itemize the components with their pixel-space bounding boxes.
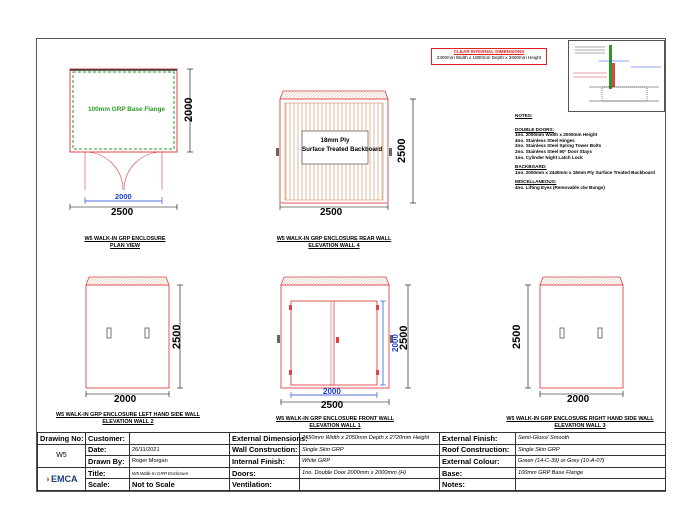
roof-value: Single Skin GRP [516, 444, 666, 456]
base-label: Base: [440, 467, 516, 479]
base-flange-detail [568, 40, 665, 112]
title-value: W5 Walk-In GRP Enclosure [130, 467, 230, 479]
drawn-by-label: Drawn By: [86, 456, 130, 468]
plan-width-dim: 2500 [111, 207, 134, 218]
plan-view [70, 69, 193, 210]
logo-mark-icon: ◗ [45, 473, 51, 484]
left-wall-elevation [86, 277, 183, 397]
left-caption [46, 412, 210, 425]
rear-width-dim: 2500 [320, 207, 343, 218]
clear-dims-title: CLEAR INTERNAL DIMENSIONS [453, 49, 525, 54]
right-caption [496, 416, 664, 429]
base-value: 100mm GRP Base Flange [516, 467, 666, 479]
rear-backboard-line1: 18mm Ply [320, 137, 350, 144]
double-doors-item: 2no. Stainless Steel Spring Tower Bolts [515, 143, 602, 149]
double-doors-heading: DOUBLE DOORS: [515, 126, 555, 132]
scale-value: Not to Scale [130, 479, 230, 491]
misc-heading: MISCELLANEOUS: [515, 179, 557, 185]
left-width-dim: 2000 [114, 394, 137, 405]
rear-caption-line2: ELEVATION WALL 4 [308, 242, 360, 249]
double-doors-item: 4no. Stainless Steel Hinges [515, 137, 575, 143]
clear-internal-dimensions [431, 48, 547, 65]
doors-label: Doors: [230, 467, 300, 479]
ext-finish-value: Semi-Gloss/ Smooth [516, 433, 666, 445]
plan-flange-label: 100mm GRP Base Flange [88, 106, 165, 113]
left-caption-line2: ELEVATION WALL 2 [102, 418, 154, 425]
vent-value [300, 479, 440, 491]
wall-value: Single Skin GRP [300, 444, 440, 456]
ext-dims-label: External Dimensions: [230, 433, 300, 445]
base-flange-detail-drawing [569, 41, 664, 111]
notes-heading: NOTES: [515, 113, 533, 118]
plan-depth-dim: 2000 [183, 97, 195, 122]
doors-value: 1no. Double Door 2000mm x 2000mm (H) [300, 467, 440, 479]
ext-colour-label: External Colour: [440, 456, 516, 468]
backboard-heading: BACKBOARD: [515, 164, 547, 170]
front-width-dim: 2500 [321, 400, 344, 411]
plan-door-width-dim: 2000 [115, 192, 132, 201]
front-caption [268, 416, 402, 429]
rear-backboard-label [302, 136, 383, 154]
vent-label: Ventilation: [230, 479, 300, 491]
rear-caption-line1: W5 WALK-IN GRP ENCLOSURE REAR WALL [276, 236, 392, 242]
customer-value [130, 433, 230, 445]
front-caption-line1: W5 WALK-IN GRP ENCLOSURE FRONT WALL [276, 416, 394, 422]
left-height-dim: 2500 [171, 324, 183, 349]
drawn-by-value: Roger Morgan [130, 456, 230, 468]
notes-value [516, 479, 666, 491]
right-height-dim: 2500 [511, 324, 523, 349]
title-label: Title: [86, 467, 130, 479]
ext-dims-value: 2550mm Width x 2050mm Depth x 2720mm Height [300, 433, 440, 445]
backboard-item: 1no. 2000mm x 2440mm x 18mm Ply Surface Treated Backboard [515, 169, 655, 175]
notes-panel [515, 113, 655, 191]
logo-text: EMCA [50, 473, 78, 484]
double-doors-item: 1no. 2000mm Width x 2000mm Height [515, 132, 598, 138]
drawing-no-value: W5 [38, 444, 86, 467]
clear-dims-text: 2300mm Width x 1800mm Depth x 2600mm Height [436, 55, 542, 60]
right-wall-elevation [525, 277, 623, 397]
rear-caption [268, 236, 400, 249]
left-caption-line1: W5 WALK-IN GRP ENCLOSURE LEFT HAND SIDE WALL [56, 412, 200, 418]
roof-label: Roof Construction: [440, 444, 516, 456]
right-width-dim: 2000 [567, 394, 590, 405]
date-label: Date: [86, 444, 130, 456]
customer-label: Customer: [86, 433, 130, 445]
notes-label: Notes: [440, 479, 516, 491]
int-finish-value: White GRP [300, 456, 440, 468]
front-caption-line2: ELEVATION WALL 1 [309, 422, 361, 429]
misc-item: 4no. Lifting Eyes (Removable c/w Bungs) [515, 184, 605, 190]
right-caption-line2: ELEVATION WALL 3 [554, 422, 606, 429]
rear-height-dim: 2500 [396, 138, 408, 163]
drawing-no-label: Drawing No: [38, 433, 86, 445]
wall-label: Wall Construction: [230, 444, 300, 456]
int-finish-label: Internal Finish: [230, 456, 300, 468]
right-caption-line1: W5 WALK-IN GRP ENCLOSURE RIGHT HAND SIDE WALL [506, 416, 654, 422]
company-logo [38, 467, 86, 490]
double-doors-item: 1no. Cylinder Night Latch Lock [515, 154, 583, 160]
front-door-height-dim: 2000 [391, 334, 400, 352]
date-value: 26/11/2021 [130, 444, 230, 456]
double-doors-item: 2no. Stainless Steel 90° Door Stays [515, 148, 592, 154]
plan-caption-line1: W5 WALK-IN GRP ENCLOSURE [84, 236, 166, 242]
plan-caption [70, 236, 180, 249]
front-door-width-dim: 2000 [323, 387, 341, 396]
ext-colour-value: Green (14-C-39) or Grey (10-A-07) [516, 456, 666, 468]
front-height-dim: 2500 [398, 325, 410, 350]
rear-backboard-line2: Surface Treated Backboard [302, 146, 383, 153]
plan-caption-line2: PLAN VIEW [110, 242, 140, 249]
scale-label: Scale: [86, 479, 130, 491]
ext-finish-label: External Finish: [440, 433, 516, 445]
title-block [37, 432, 665, 491]
